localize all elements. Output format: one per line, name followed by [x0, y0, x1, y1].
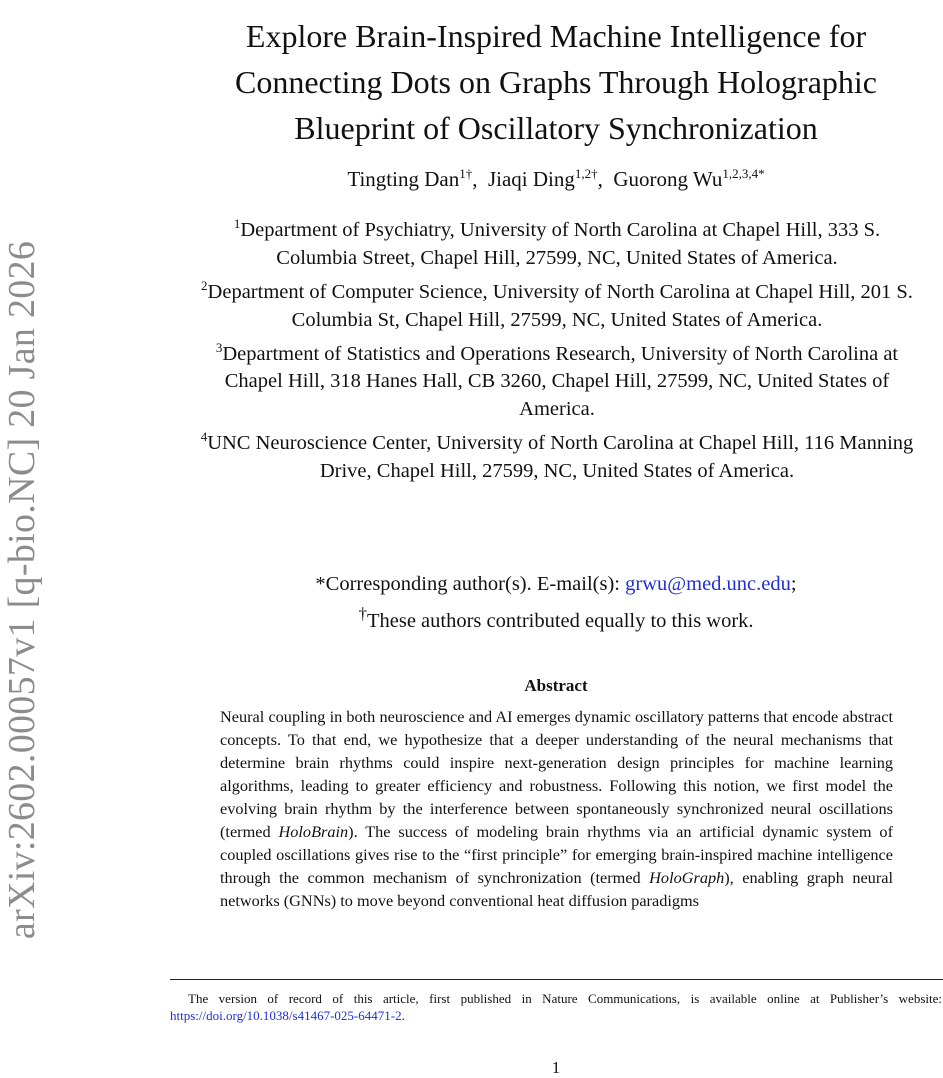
affiliation-text: Department of Psychiatry, University of North Carolina at Chapel Hill, 333 S. Columbia Street, Chapel Hill, 27599, NC, United States of America.: [240, 218, 881, 269]
affiliation: [192, 423, 922, 485]
footnote-text: The version of record of this article, first published in Nature Communications, is available online at Publisher’s website:: [188, 991, 942, 1006]
equal-contribution-line: [170, 599, 942, 636]
corresponding-email-link[interactable]: grwu@med.unc.edu: [625, 573, 791, 595]
author-affiliation-marks: 1†: [459, 166, 473, 181]
arxiv-identifier-stamp: arXiv:2602.00057v1 [q-bio.NC] 20 Jan 2026: [1, 240, 43, 940]
affiliation-text: UNC Neuroscience Center, University of North Carolina at Chapel Hill, 116 Manning Drive, Chapel Hill, 27599, NC, United States of America.: [207, 432, 914, 483]
correspondence-block: [170, 570, 942, 636]
dagger-mark: †: [358, 604, 367, 623]
affiliation: [192, 210, 922, 272]
affiliation-text: Department of Computer Science, University of North Carolina at Chapel Hill, 201 S. Columbia St, Chapel Hill, 27599, NC, United States of America.: [207, 280, 913, 331]
affiliation-list: [192, 210, 922, 485]
author-list: Tingting Dan$^{1\dagger}$, Jiaqi Ding$^{1,2\dagger}$, Guorong $Wu^{1,2,3,4*}$: [347, 166, 765, 191]
paper-title: [170, 13, 942, 151]
abstract-text-part: ). The success of modeling brain rhythms via an artificial dynamic system of coupled oscillations gives rise to the “first principle” for emerging brain-inspired machine intelligence through the common mechanism of synchronization (termed: [220, 822, 893, 887]
abstract-text-part: Neural coupling in both neuroscience and AI emerges dynamic oscillatory patterns that encode abstract concepts. To that end, we hypothesize that a deeper understanding of the neural mechanisms that determine brain rhythms could inspire next-generation design principles for machine learning algorithms, leading to greater efficiency and robustness. Following this notion, we first model the evolving brain rhythm by the interference between spontaneously synchronized neural oscillations (termed: [220, 707, 893, 841]
equal-contribution-text: These authors contributed equally to this work.: [366, 609, 754, 632]
page-number: 1: [551, 1058, 561, 1077]
affiliation-number: 3: [215, 339, 223, 355]
author-affiliation-marks: 1,2†: [574, 166, 598, 181]
affiliation: [192, 272, 922, 334]
abstract-text: [220, 705, 893, 912]
title-line: Explore Brain-Inspired Machine Intelligence for: [245, 18, 867, 55]
abstract-term-holobrain: HoloBrain: [278, 822, 349, 841]
author-name: Jiaqi Ding: [487, 167, 575, 191]
corresponding-prefix: *Corresponding author(s). E-mail(s):: [315, 573, 626, 595]
doi-link[interactable]: https://doi.org/10.1038/s41467-025-64471-2: [170, 1008, 402, 1023]
footnote: [170, 990, 942, 1024]
title-line: Blueprint of Oscillatory Synchronization: [294, 110, 818, 147]
affiliation-text: Department of Statistics and Operations Research, University of North Carolina at Chapel Hill, 318 Hanes Hall, CB 3260, Chapel Hill, 27599, NC, United States of America.: [222, 342, 899, 421]
abstract-term-holograph: HoloGraph: [649, 868, 725, 887]
footnote-divider: [170, 979, 943, 980]
corresponding-author-line: [170, 570, 942, 599]
abstract-heading: Abstract: [524, 676, 588, 695]
author-affiliation-marks: 1,2,3,4*: [722, 166, 765, 181]
corresponding-suffix: ;: [790, 573, 797, 595]
affiliation-number: 2: [201, 277, 208, 293]
title-line: Connecting Dots on Graphs Through Holographic: [235, 64, 877, 101]
affiliation-number: 4: [200, 429, 208, 445]
affiliation: [192, 334, 922, 424]
author-name: Guorong Wu: [613, 167, 723, 191]
author-name: Tingting Dan: [347, 167, 460, 191]
affiliation-number: 1: [233, 216, 241, 231]
footnote-end: .: [401, 1008, 405, 1023]
abstract-text-part: ), enabling graph neural networks (GNNs) to move beyond conventional heat diffusion paradigms: [220, 868, 893, 910]
